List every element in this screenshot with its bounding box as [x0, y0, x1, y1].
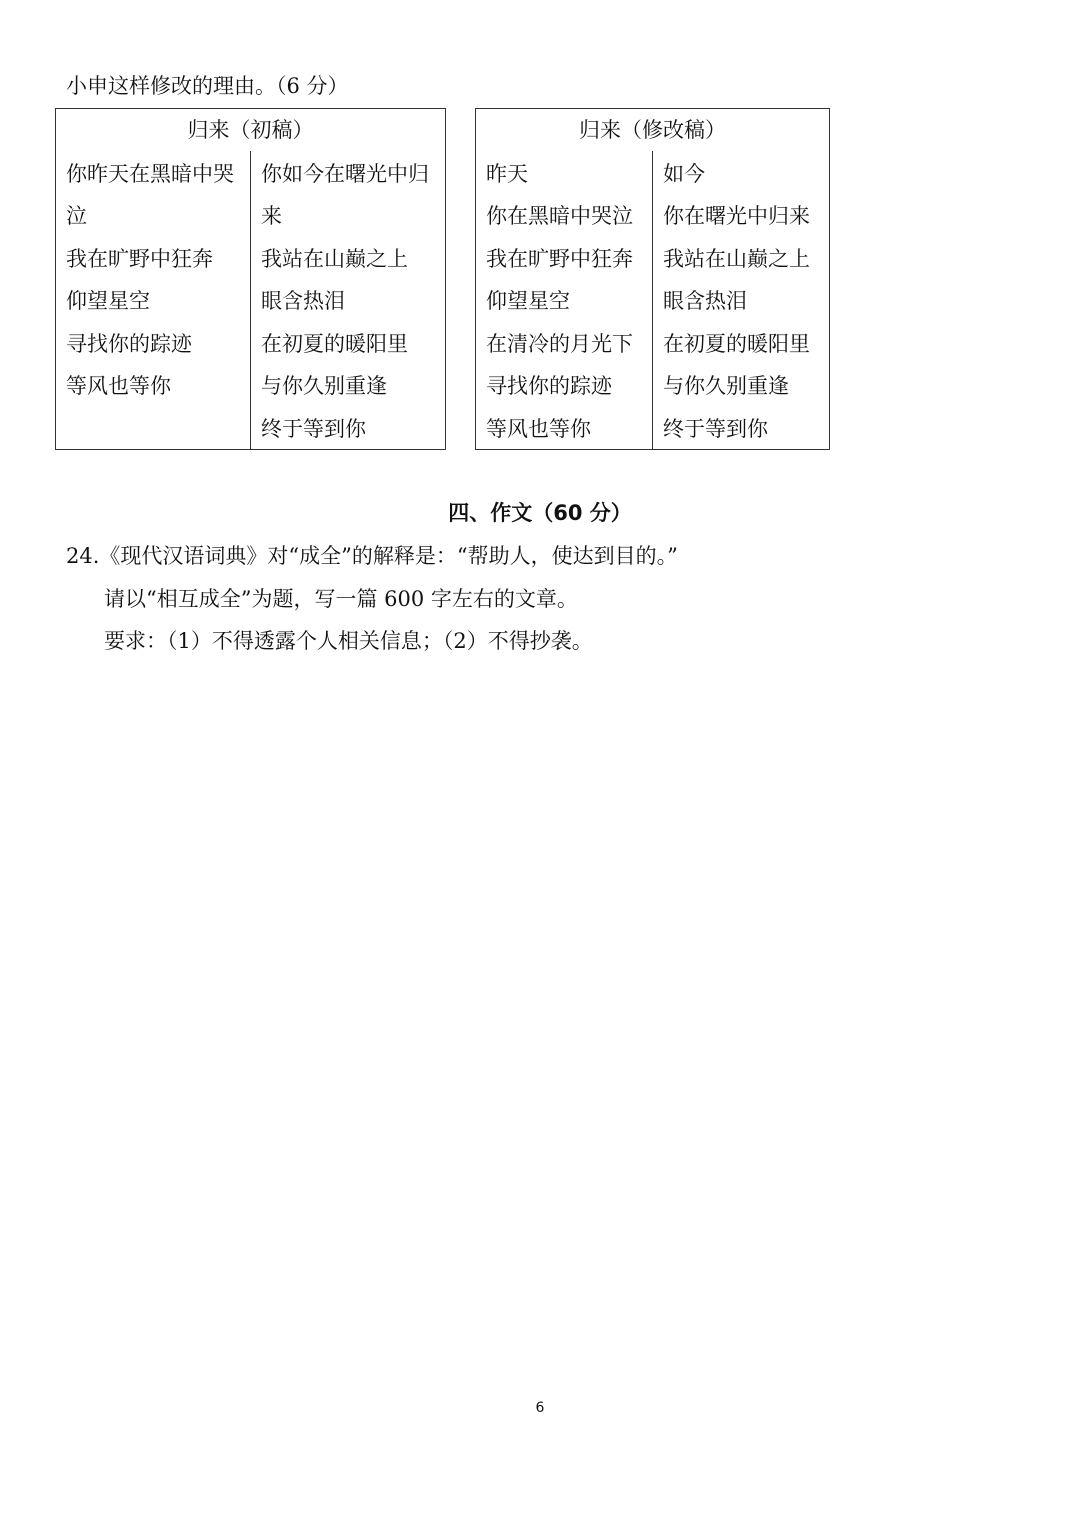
revised-left-line: 你在黑暗中哭泣: [486, 204, 633, 228]
draft-right-line: 与你久别重逢: [261, 374, 387, 398]
draft-poem-table: [55, 108, 446, 450]
question-prompt: 24.《现代汉语词典》对“成全”的解释是：“帮助人，使达到目的。”: [66, 544, 678, 568]
question-requirements: 要求：（1）不得透露个人相关信息；（2）不得抄袭。: [104, 629, 593, 653]
draft-right-line: 眼含热泪: [261, 289, 345, 313]
revised-left-line: 寻找你的踪迹: [486, 374, 612, 398]
revised-right-line: 眼含热泪: [663, 289, 747, 313]
question-task: 请以“相互成全”为题，写一篇 600 字左右的文章。: [104, 587, 578, 611]
revised-right-line: 我站在山巅之上: [663, 247, 810, 271]
revised-left-column: [476, 151, 652, 449]
revised-left-line: 仰望星空: [486, 289, 570, 313]
revised-title: 归来（修改稿）: [579, 118, 726, 142]
draft-left-line: 仰望星空: [66, 289, 150, 313]
revised-left-line: 等风也等你: [486, 417, 591, 441]
draft-left-line: 你昨天在黑暗中哭: [66, 162, 234, 186]
draft-left-line: 寻找你的踪迹: [66, 332, 192, 356]
revised-right-line: 在初夏的暖阳里: [663, 332, 810, 356]
page-number: 6: [535, 1400, 545, 1416]
draft-left-line: 泣: [66, 204, 87, 228]
draft-right-line: 终于等到你: [261, 417, 366, 441]
intro-line: 小申这样修改的理由。（6 分）: [66, 74, 349, 98]
draft-right-line: 来: [261, 204, 282, 228]
revised-right-line: 你在曙光中归来: [663, 204, 810, 228]
revised-right-column: [652, 151, 829, 449]
revised-right-line: 如今: [663, 162, 705, 186]
revised-right-line: 终于等到你: [663, 417, 768, 441]
draft-title: 归来（初稿）: [187, 118, 314, 142]
draft-left-line: 我在旷野中狂奔: [66, 247, 213, 271]
revised-poem-table: [475, 108, 830, 450]
draft-right-line: 你如今在曙光中归: [261, 162, 429, 186]
draft-right-column: [250, 151, 445, 449]
draft-right-line: 我站在山巅之上: [261, 247, 408, 271]
draft-right-line: 在初夏的暖阳里: [261, 332, 408, 356]
revised-left-line: 我在旷野中狂奔: [486, 247, 633, 271]
draft-left-line: 等风也等你: [66, 374, 171, 398]
revised-left-line: 昨天: [486, 162, 528, 186]
section-title: 四、作文（60 分）: [448, 501, 632, 525]
draft-left-column: [56, 151, 250, 449]
revised-left-line: 在清冷的月光下: [486, 332, 633, 356]
revised-right-line: 与你久别重逢: [663, 374, 789, 398]
